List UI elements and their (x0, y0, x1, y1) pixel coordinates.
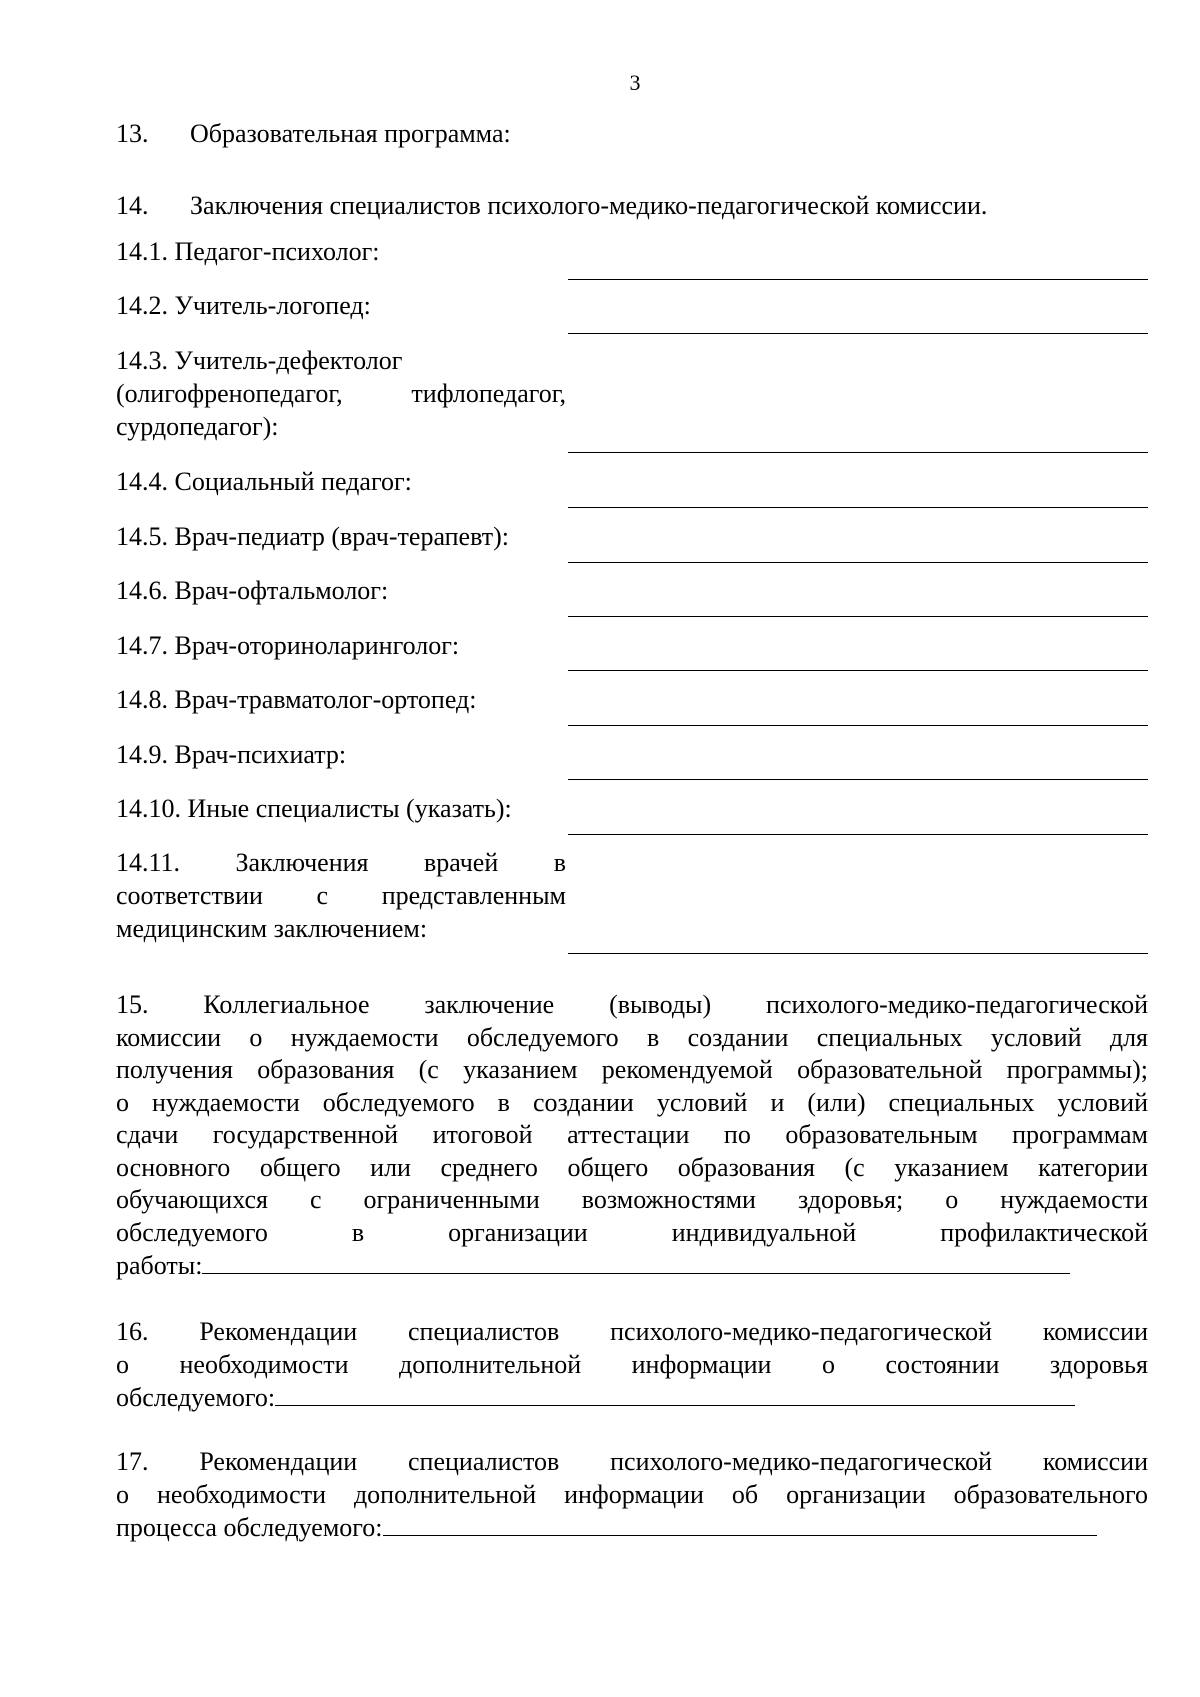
item-14-11-label-line2: соответствии с представленным (116, 881, 566, 910)
section-16 (116, 1316, 1148, 1415)
item-14-2-label: 14.2. Учитель-логопед: (116, 291, 371, 320)
section-16-line: 16. Рекомендации специалистов психолого-медико-педагогической комиссии (116, 1317, 1148, 1346)
section-15-line: обучающихся с ограниченными возможностями здоровья; о нуждаемости (116, 1185, 1148, 1214)
section-17 (116, 1446, 1148, 1545)
item-14-1-label: 14.1. Педагог-психолог: (116, 237, 380, 266)
section-17-last-line: процесса обследуемого: (116, 1513, 383, 1542)
item-14-3-label-line1: 14.3. Учитель-дефектолог (116, 346, 403, 375)
item-14-3-label-line3: сурдопедагог): (116, 412, 279, 441)
item-14-10-label: 14.10. Иные специалисты (указать): (116, 794, 512, 823)
section-13 (116, 118, 511, 150)
item-14-3-label-line2: (олигофренопедагог, тифлопедагог, (116, 379, 566, 408)
item-14-5-answer-line[interactable] (568, 562, 1148, 563)
item-14-6-label: 14.6. Врач-офтальмолог: (116, 576, 389, 605)
item-14-7-label: 14.7. Врач-оториноларинголог: (116, 631, 460, 660)
section-15-line: о нуждаемости обследуемого в создании условий и (или) специальных условий (116, 1087, 1148, 1117)
section-15-line: получения образования (с указанием рекомендуемой образовательной программы); (116, 1055, 1148, 1084)
item-14-10-answer-line[interactable] (568, 834, 1148, 835)
item-14-9-answer-line[interactable] (568, 779, 1148, 780)
item-14-1-answer-line[interactable] (568, 279, 1148, 280)
section-14-title: Заключения специалистов психолого-медико-педагогической комиссии. (190, 191, 988, 220)
item-14-11-answer-line[interactable] (568, 953, 1148, 954)
section-13-title: Образовательная программа: (190, 119, 511, 148)
item-14-11-label-line3: медицинским заключением: (116, 914, 428, 943)
item-14-8-label: 14.8. Врач-травматолог-ортопед: (116, 685, 477, 714)
item-14-6-answer-line[interactable] (568, 616, 1148, 617)
section-15-line: сдачи государственной итоговой аттестации по образовательным программам (116, 1120, 1148, 1149)
item-14-9-label: 14.9. Врач-психиатр: (116, 740, 347, 769)
section-17-answer-line[interactable] (383, 1511, 1097, 1536)
section-16-line: о необходимости дополнительной информации о состоянии здоровья (116, 1349, 1148, 1379)
section-17-line: 17. Рекомендации специалистов психолого-медико-педагогической комиссии (116, 1447, 1148, 1476)
item-14-8-answer-line[interactable] (568, 725, 1148, 726)
page-number: 3 (629, 70, 641, 95)
section-15-answer-line[interactable] (202, 1249, 1070, 1274)
item-14-11-label-line1: 14.11. Заключения врачей в (116, 848, 566, 877)
item-14-7-answer-line[interactable] (568, 670, 1148, 671)
section-15 (116, 989, 1148, 1283)
section-17-line: о необходимости дополнительной информации об организации образовательного (116, 1479, 1148, 1509)
item-14-4-answer-line[interactable] (568, 507, 1148, 508)
item-14-2-answer-line[interactable] (568, 333, 1148, 334)
section-16-answer-line[interactable] (275, 1381, 1075, 1406)
section-15-line: 15. Коллегиальное заключение (выводы) психолого-медико-педагогической (116, 990, 1148, 1019)
section-13-number: 13. (116, 119, 149, 148)
section-14 (116, 190, 987, 222)
item-14-4-label: 14.4. Социальный педагог: (116, 467, 412, 496)
section-15-line: обследуемого в организации индивидуальной профилактической (116, 1217, 1148, 1247)
item-14-3-answer-line[interactable] (568, 452, 1148, 453)
section-16-last-line: обследуемого: (116, 1383, 276, 1412)
item-14-5-label: 14.5. Врач-педиатр (врач-терапевт): (116, 522, 509, 551)
section-14-number: 14. (116, 191, 149, 220)
section-15-line: комиссии о нуждаемости обследуемого в создании специальных условий для (116, 1022, 1148, 1052)
section-15-last-line: работы: (116, 1251, 203, 1280)
section-15-line: основного общего или среднего общего образования (с указанием категории (116, 1152, 1148, 1182)
